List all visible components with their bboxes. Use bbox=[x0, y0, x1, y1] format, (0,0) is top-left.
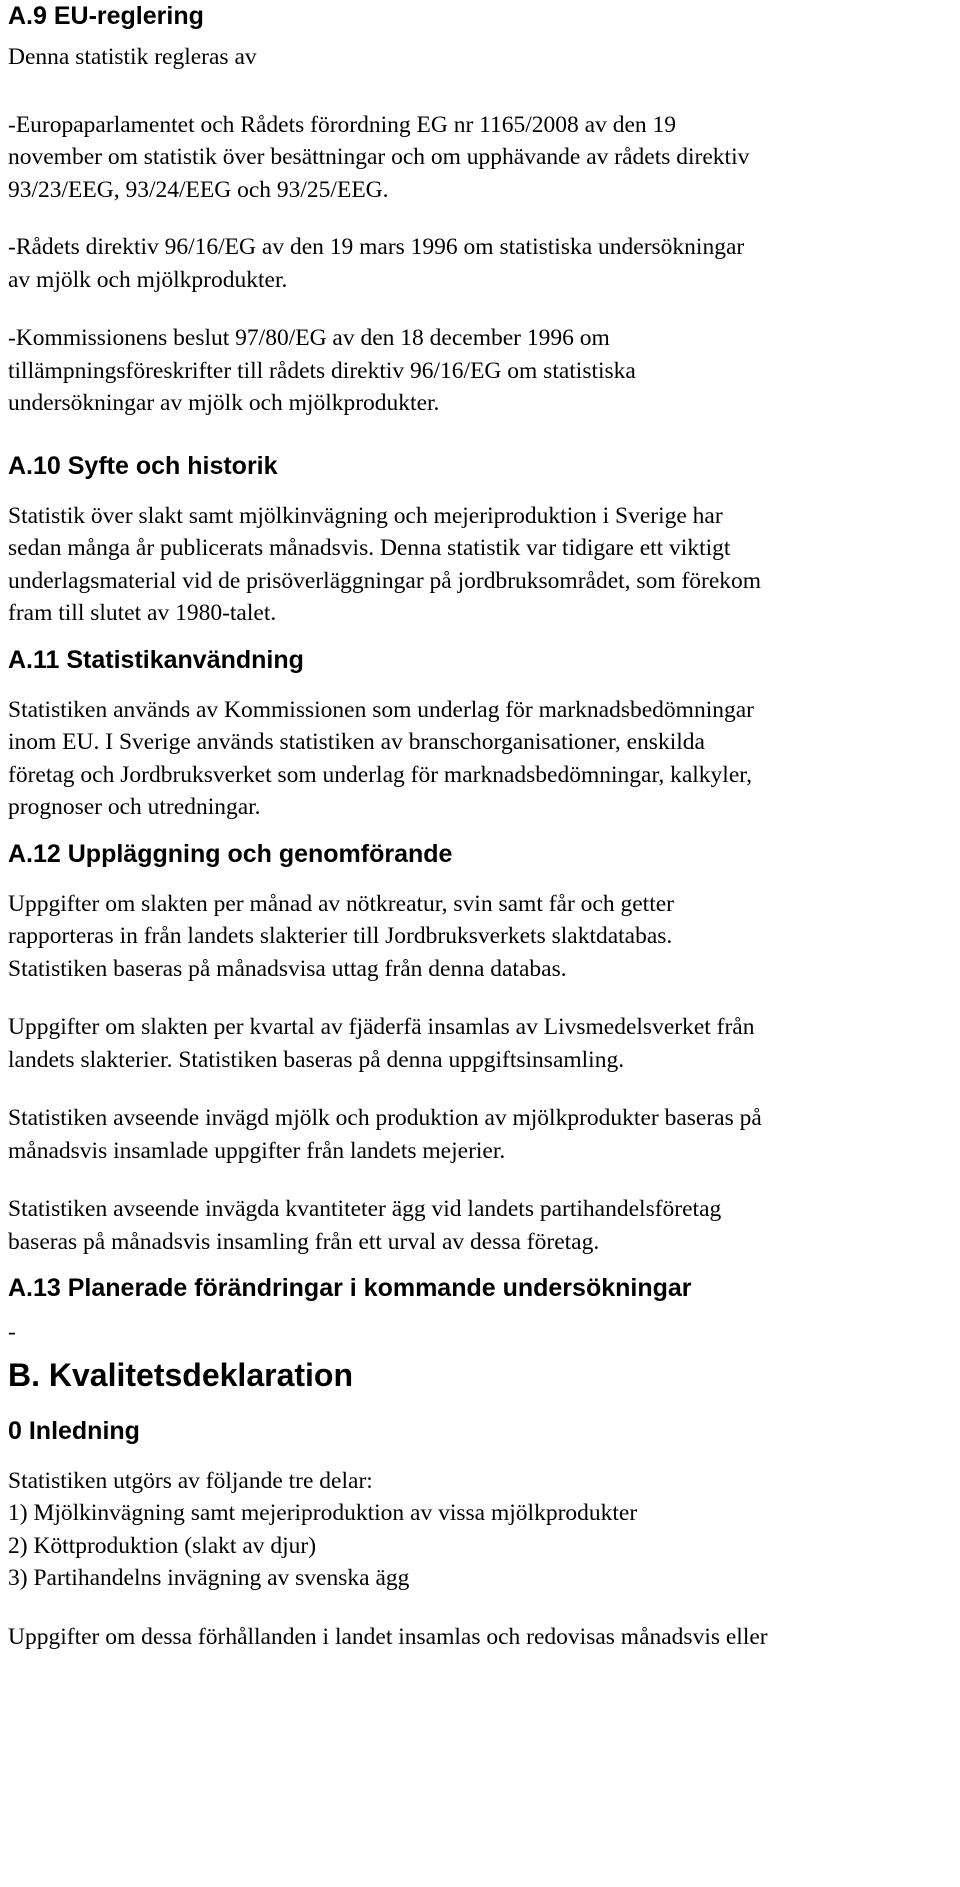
text-line: Statistiken används av Kommissionen som underlag för marknadsbedömningar bbox=[8, 696, 754, 723]
heading-b: B. Kvalitetsdeklaration bbox=[8, 1356, 353, 1393]
text-line: inom EU. I Sverige används statistiken av branschorganisationer, enskilda bbox=[8, 729, 705, 755]
text-line: Statistiken avseende invägda kvantiteter ägg vid landets partihandelsföretag bbox=[8, 1196, 722, 1222]
heading-a12: A.12 Uppläggning och genomförande bbox=[8, 839, 453, 868]
a11-paragraph bbox=[8, 694, 960, 824]
text-line: Uppgifter om slakten per kvartal av fjäderfä insamlas av Livsmedelsverket från bbox=[8, 1014, 755, 1040]
text-line: Statistiken utgörs av följande tre delar: bbox=[8, 1467, 373, 1494]
text-line: -Rådets direktiv 96/16/EG av den 19 mars 1996 om statistiska undersökningar bbox=[8, 234, 745, 260]
a12-paragraph-2 bbox=[8, 1011, 960, 1076]
heading-s0: 0 Inledning bbox=[8, 1416, 140, 1445]
a9-item-2 bbox=[8, 231, 960, 296]
list-item: 2) Köttproduktion (slakt av djur) bbox=[8, 1532, 317, 1559]
a13-text: - bbox=[8, 1319, 16, 1345]
a9-intro: Denna statistik regleras av bbox=[8, 44, 257, 70]
heading-a10: A.10 Syfte och historik bbox=[8, 451, 278, 480]
text-line: -Kommissionens beslut 97/80/EG av den 18 december 1996 om bbox=[8, 325, 610, 351]
list-item: 1) Mjölkinvägning samt mejeriproduktion av vissa mjölkprodukter bbox=[8, 1500, 638, 1526]
text-line: Statistik över slakt samt mjölkinvägning och mejeriproduktion i Sverige har bbox=[8, 502, 723, 529]
text-line: företag och Jordbruksverket som underlag för marknadsbedömningar, kalkyler, bbox=[8, 761, 753, 788]
text-line: fram till slutet av 1980-talet. bbox=[8, 600, 277, 626]
text-line: november om statistik över besättningar och om upphävande av rådets direktiv bbox=[8, 144, 750, 170]
text-line: prognoser och utredningar. bbox=[8, 794, 261, 820]
text-line: undersökningar av mjölk och mjölkprodukter. bbox=[8, 390, 440, 416]
text-line: landets slakterier. Statistiken baseras på denna uppgiftsinsamling. bbox=[8, 1046, 625, 1073]
a9-item-1 bbox=[8, 109, 960, 207]
text-line: Statistiken avseende invägd mjölk och produktion av mjölkprodukter baseras på bbox=[8, 1105, 762, 1131]
text-line: baseras på månadsvis insamling från ett urval av dessa företag. bbox=[8, 1228, 600, 1255]
text-line: månadsvis insamlade uppgifter från landets mejerier. bbox=[8, 1137, 506, 1164]
heading-a9: A.9 EU-reglering bbox=[8, 2, 204, 30]
heading-a11: A.11 Statistikanvändning bbox=[8, 645, 304, 674]
text-line: rapporteras in från landets slakterier till Jordbruksverkets slaktdatabas. bbox=[8, 923, 673, 949]
list-item: 3) Partihandelns invägning av svenska ägg bbox=[8, 1565, 410, 1591]
a9-item-3 bbox=[8, 322, 960, 420]
text-line: tillämpningsföreskrifter till rådets direktiv 96/16/EG om statistiska bbox=[8, 357, 636, 384]
s0-last-line: Uppgifter om dessa förhållanden i landet insamlas och redovisas månadsvis eller bbox=[8, 1623, 768, 1650]
text-line: Statistiken baseras på månadsvisa uttag från denna databas. bbox=[8, 955, 567, 982]
text-line: sedan många år publicerats månadsvis. Denna statistik var tidigare ett viktigt bbox=[8, 535, 731, 561]
text-line: Uppgifter om slakten per månad av nötkreatur, svin samt får och getter bbox=[8, 890, 674, 917]
text-line: underlagsmaterial vid de prisöverläggningar på jordbruksområdet, som förekom bbox=[8, 567, 762, 594]
text-line: av mjölk och mjölkprodukter. bbox=[8, 266, 288, 293]
a12-paragraph-3 bbox=[8, 1102, 960, 1167]
text-line: 93/23/EEG, 93/24/EEG och 93/25/EEG. bbox=[8, 176, 389, 203]
text-line: -Europaparlamentet och Rådets förordning EG nr 1165/2008 av den 19 bbox=[8, 111, 677, 138]
heading-a13: A.13 Planerade förändringar i kommande undersökningar bbox=[8, 1274, 692, 1302]
a12-paragraph-1 bbox=[8, 888, 960, 986]
a10-paragraph bbox=[8, 500, 960, 630]
a12-paragraph-4 bbox=[8, 1193, 960, 1258]
s0-list bbox=[8, 1465, 960, 1595]
